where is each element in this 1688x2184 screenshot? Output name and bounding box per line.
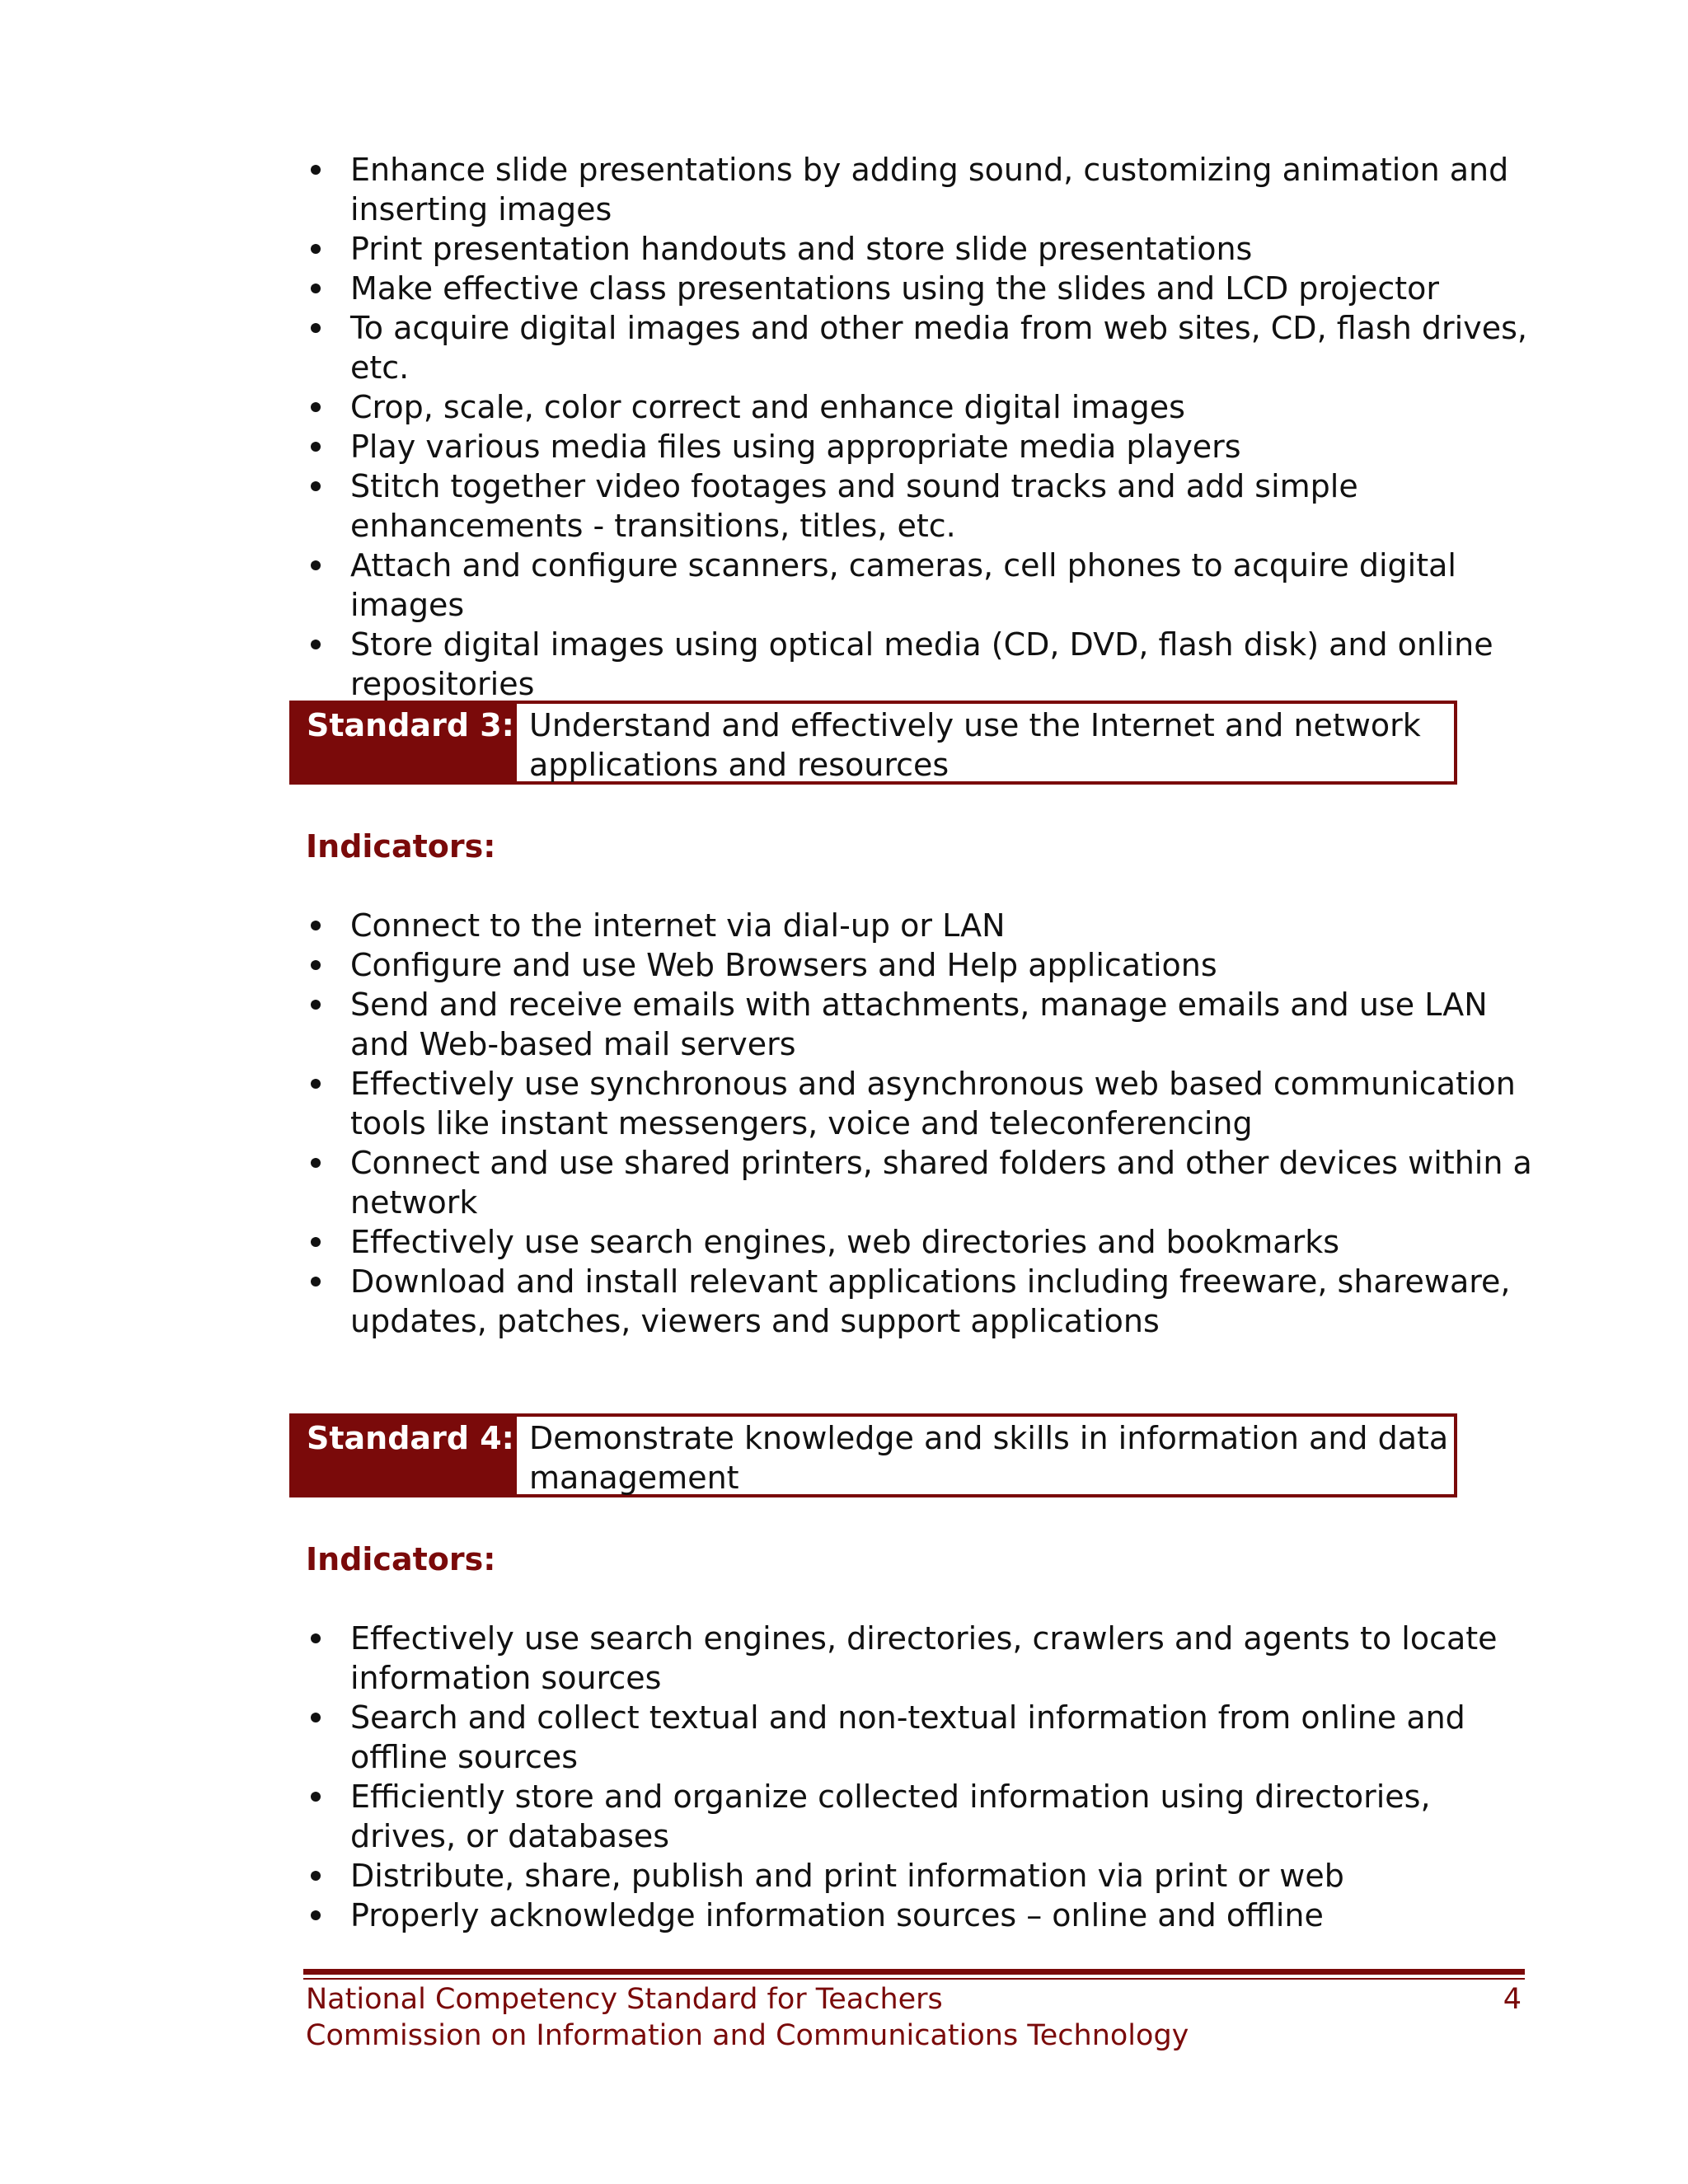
- list-item: Configure and use Web Browsers and Help applications: [303, 945, 1540, 985]
- list-item: Stitch together video footages and sound tracks and add simple enhancements - transitions, titles, etc.: [303, 466, 1540, 546]
- list-item: Search and collect textual and non-textual information from online and offline sources: [303, 1698, 1540, 1777]
- list-item: Send and receive emails with attachments, manage emails and use LAN and Web-based mail servers: [303, 985, 1540, 1064]
- list-item: Enhance slide presentations by adding sound, customizing animation and inserting images: [303, 150, 1540, 229]
- list-item: Effectively use search engines, web directories and bookmarks: [303, 1222, 1540, 1262]
- standard-3-indicators-heading: Indicators:: [306, 828, 496, 865]
- standard-4-indicators-heading: Indicators:: [306, 1541, 496, 1577]
- standard-3-label: Standard 3:: [293, 704, 517, 781]
- list-item: Properly acknowledge information sources – online and offline: [303, 1896, 1540, 1935]
- footer-rule: [303, 1969, 1525, 1975]
- list-item: Store digital images using optical media (CD, DVD, flash disk) and online repositories: [303, 625, 1540, 704]
- list-item: Efficiently store and organize collected information using directories, drives, or databases: [303, 1777, 1540, 1856]
- list-item: Crop, scale, color correct and enhance digital images: [303, 387, 1540, 427]
- list-item: To acquire digital images and other media from web sites, CD, flash drives, etc.: [303, 308, 1540, 387]
- media-skills-list: [303, 150, 1540, 704]
- list-item: Effectively use search engines, directories, crawlers and agents to locate information sources: [303, 1619, 1540, 1698]
- standard-4-indicators-list: [303, 1619, 1540, 1935]
- standard-4-box: [289, 1413, 1457, 1497]
- list-item: Effectively use synchronous and asynchronous web based communication tools like instant messengers, voice and teleconferencing: [303, 1064, 1540, 1143]
- footer-rule-thin: [303, 1978, 1525, 1980]
- list-item: Connect and use shared printers, shared folders and other devices within a network: [303, 1143, 1540, 1222]
- standard-3-box: [289, 701, 1457, 785]
- standard-4-label: Standard 4:: [293, 1417, 517, 1494]
- list-item: Make effective class presentations using the slides and LCD projector: [303, 269, 1540, 308]
- list-item: Attach and configure scanners, cameras, cell phones to acquire digital images: [303, 546, 1540, 625]
- list-item: Download and install relevant applications including freeware, shareware, updates, patches, viewers and support applications: [303, 1262, 1540, 1341]
- list-item: Print presentation handouts and store slide presentations: [303, 229, 1540, 269]
- page-number: 4: [1503, 1983, 1522, 2016]
- standard-3-indicators-list: [303, 906, 1540, 1341]
- list-item: Play various media files using appropriate media players: [303, 427, 1540, 466]
- list-item: Distribute, share, publish and print information via print or web: [303, 1856, 1540, 1896]
- footer-organization: Commission on Information and Communications Technology: [306, 2019, 1189, 2052]
- standard-4-description: Demonstrate knowledge and skills in information and data management: [529, 1420, 1449, 1496]
- footer-title: National Competency Standard for Teachers: [306, 1983, 943, 2016]
- list-item: Connect to the internet via dial-up or LAN: [303, 906, 1540, 945]
- standard-3-description: Understand and effectively use the Internet and network applications and resources: [529, 707, 1421, 783]
